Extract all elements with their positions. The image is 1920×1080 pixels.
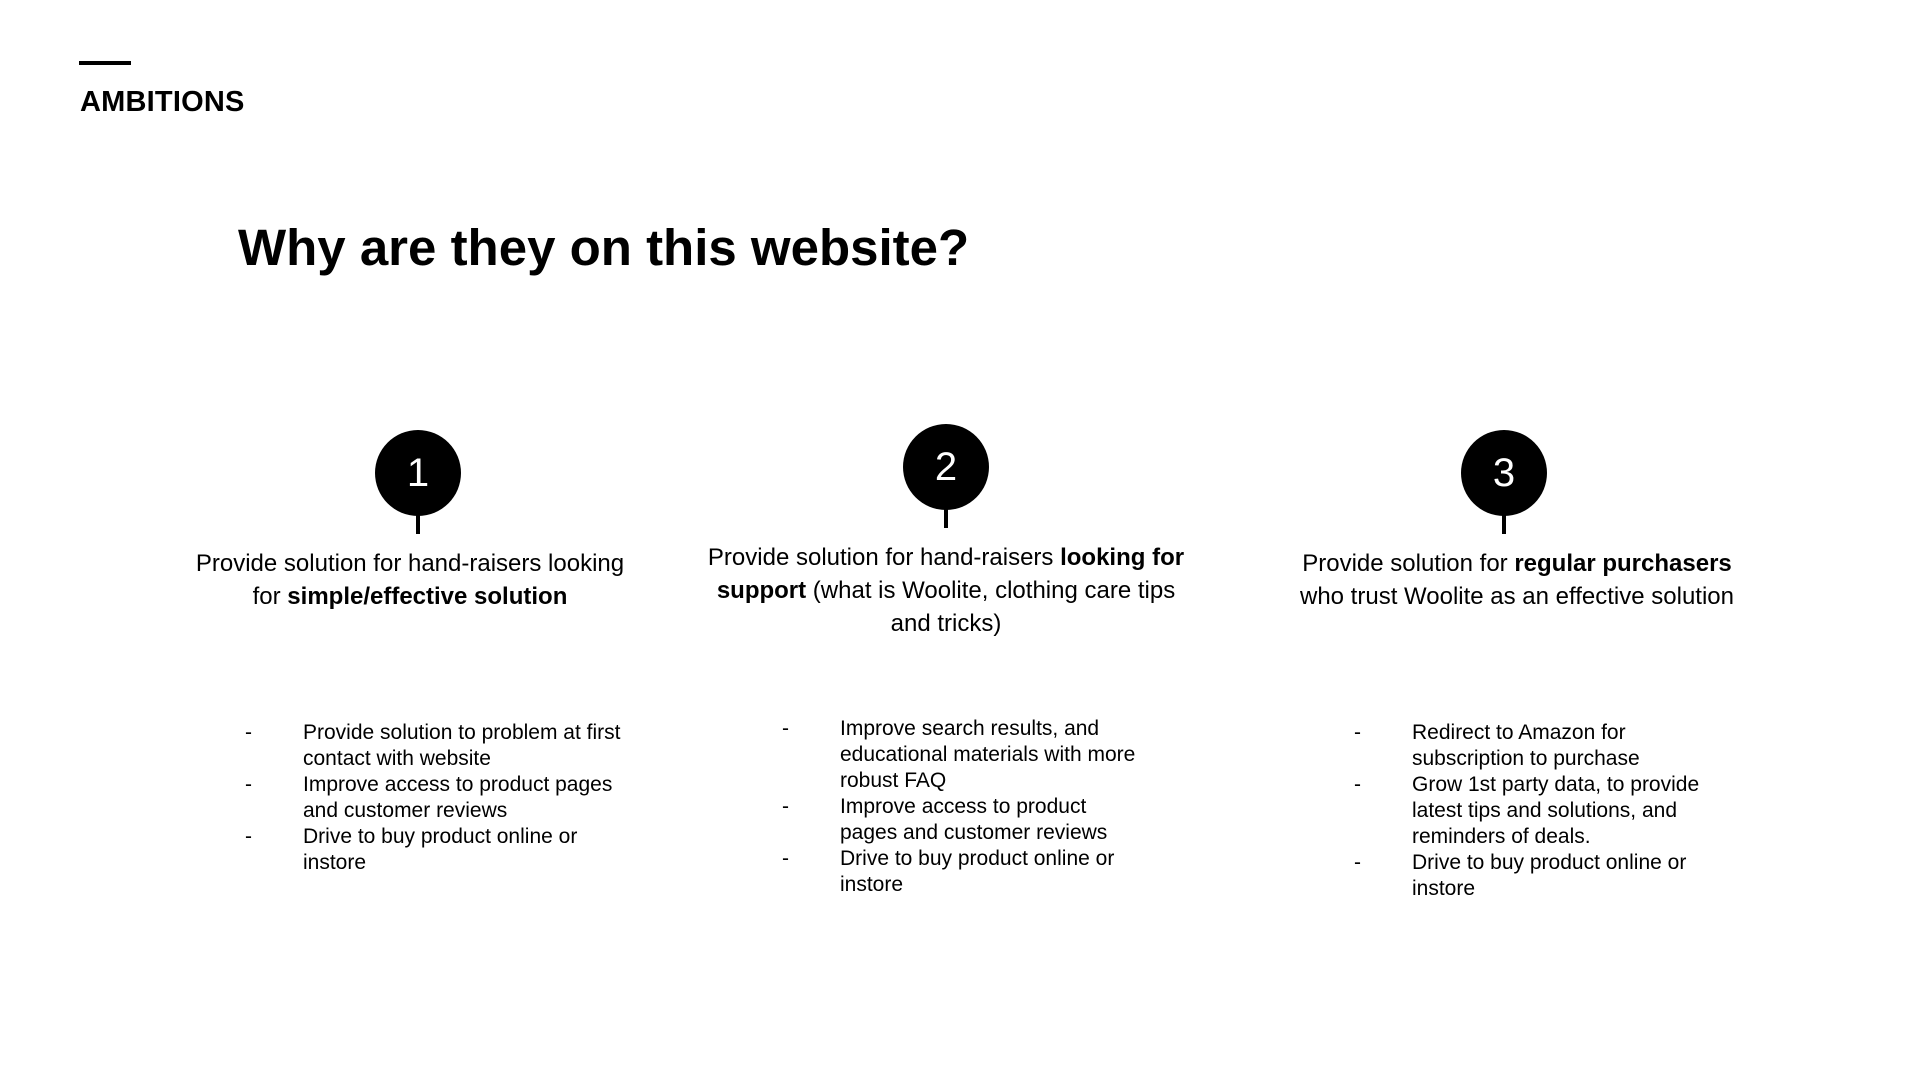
page-title: Why are they on this website? bbox=[238, 219, 970, 276]
bullet-marker: - bbox=[782, 795, 789, 818]
step-3-stem bbox=[1502, 514, 1506, 534]
bullet-text: Improve access to product pages and customer reviews bbox=[303, 773, 613, 822]
heading-text-run: Provide solution for bbox=[1302, 550, 1515, 577]
bullet-marker: - bbox=[1354, 721, 1361, 744]
list-item bbox=[782, 716, 1142, 794]
heading-text-run: (what is Woolite, clothing care tips and tricks) bbox=[806, 577, 1176, 637]
step-1-heading bbox=[190, 547, 630, 613]
step-1-number: 1 bbox=[375, 430, 461, 516]
step-2-stem bbox=[944, 508, 948, 528]
heading-text-run: looking for support bbox=[716, 544, 1185, 604]
bullet-text: Redirect to Amazon for subscription to purchase bbox=[1412, 721, 1640, 770]
heading-text-run: Provide solution for hand-raisers looking for bbox=[195, 550, 625, 610]
bullet-marker: - bbox=[1354, 773, 1361, 796]
step-3-number: 3 bbox=[1461, 430, 1547, 516]
bullet-text: Improve access to product pages and customer reviews bbox=[840, 795, 1108, 844]
step-1-marker bbox=[375, 430, 461, 534]
bullet-marker: - bbox=[782, 717, 789, 740]
section-accent-bar bbox=[79, 61, 131, 65]
step-1-stem bbox=[416, 514, 420, 534]
list-item bbox=[245, 720, 625, 772]
bullet-text: Improve search results, and educational materials with more robust FAQ bbox=[840, 717, 1136, 792]
list-item bbox=[1354, 850, 1734, 902]
bullet-text: Drive to buy product online or instore bbox=[303, 825, 578, 874]
step-1-bullet-list bbox=[245, 720, 625, 876]
step-2-marker bbox=[903, 424, 989, 528]
bullet-marker: - bbox=[245, 825, 252, 848]
list-item bbox=[1354, 772, 1734, 850]
list-item bbox=[245, 772, 625, 824]
step-2-bullet-list bbox=[782, 716, 1142, 898]
bullet-marker: - bbox=[782, 847, 789, 870]
section-label: AMBITIONS bbox=[80, 86, 245, 118]
step-2-heading bbox=[706, 541, 1186, 640]
heading-text-run: Provide solution for hand-raisers bbox=[707, 544, 1061, 571]
bullet-text: Drive to buy product online or instore bbox=[840, 847, 1115, 896]
bullet-text: Provide solution to problem at first contact with website bbox=[303, 721, 621, 770]
bullet-marker: - bbox=[1354, 851, 1361, 874]
list-item bbox=[782, 794, 1142, 846]
list-item bbox=[245, 824, 625, 876]
list-item bbox=[782, 846, 1142, 898]
step-2-number: 2 bbox=[903, 424, 989, 510]
bullet-text: Drive to buy product online or instore bbox=[1412, 851, 1687, 900]
step-3-bullet-list bbox=[1354, 720, 1734, 902]
bullet-marker: - bbox=[245, 773, 252, 796]
heading-text-run: regular purchasers bbox=[1514, 550, 1732, 577]
step-3-marker bbox=[1461, 430, 1547, 534]
bullet-text: Grow 1st party data, to provide latest tips and solutions, and reminders of deals. bbox=[1412, 773, 1700, 848]
step-3-heading bbox=[1287, 547, 1747, 613]
heading-text-run: who trust Woolite as an effective solution bbox=[1299, 583, 1734, 610]
bullet-marker: - bbox=[245, 721, 252, 744]
heading-text-run: simple/effective solution bbox=[287, 583, 568, 610]
list-item bbox=[1354, 720, 1734, 772]
